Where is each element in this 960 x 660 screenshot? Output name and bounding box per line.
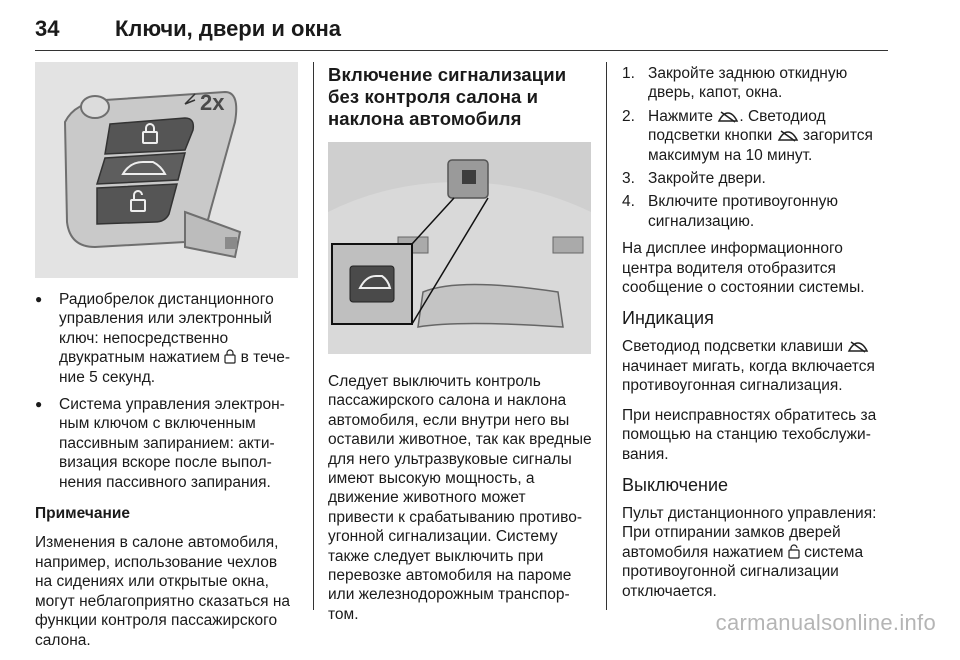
off-heading: Выключение	[622, 474, 729, 495]
step-item: 2. Нажмите . Светодиод подсветки кнопки загорится максимум на 10 минут.	[622, 107, 873, 164]
column-divider-1	[313, 62, 314, 610]
alarm-interior-off-icon	[717, 111, 739, 123]
middle-column	[328, 64, 592, 634]
note-title: Примечание	[35, 505, 130, 523]
steps-list	[622, 64, 890, 231]
bullet-item: ● Радиобрелок дистанционного управления или электронный ключ: непосредственно двукратным нажатием в течение 5 секунд.	[35, 290, 298, 387]
right-column	[622, 64, 890, 611]
left-column	[35, 62, 298, 660]
page-title: Ключи, двери и окна	[115, 16, 341, 41]
section-heading: Включение сигнализации без контроля салона и наклона автомобиля	[328, 64, 567, 129]
service-text: При неисправностях обратитесь за помощью на станцию техобслуживания.	[622, 406, 877, 463]
alarm-interior-off-icon	[777, 130, 799, 142]
step-item: 3. Закройте двери.	[622, 170, 766, 188]
note-text: Изменения в салоне автомобиля, например, использование чехлов на сидениях или открытые окна, могут неблагоприятно сказаться на функции контроля пассажирского салона.	[35, 534, 291, 649]
step-item: 1. Закройте заднюю откидную дверь, капот, окна.	[622, 65, 848, 102]
lock-icon	[224, 349, 236, 364]
step-item: 4. Включите противоугонную сигнализацию.	[622, 193, 838, 230]
indication-text: Светодиод подсветки клавиши начинает мигать, когда включается противоугонная сигнализация.	[622, 338, 875, 395]
watermark: carmanualsonline.info	[715, 610, 936, 635]
alarm-interior-off-icon	[847, 341, 869, 353]
left-bullet-list	[35, 290, 298, 492]
middle-paragraph: Следует выключить контроль пассажирского салона и наклона автомобиля, если внутри него вы оставили животное, так как вредные для него ультразвуковые сигналы имеют высокую мощность, а движение животного может привести к срабатыванию противоугонной сигнализации. Систему также следует выключить при перевозке автомобиля на пароме или железнодорожным транспортом.	[328, 373, 592, 623]
indication-heading: Индикация	[622, 308, 714, 329]
page-number: 34	[35, 16, 60, 41]
key-fob-illustration	[35, 62, 298, 278]
press-count-label: 2x	[200, 90, 225, 115]
unlock-icon	[788, 544, 800, 559]
display-message-text: На дисплее информационного центра водителя отобразится сообщение о состоянии системы.	[622, 240, 865, 297]
bullet-item: ● Система управления электронным ключом с включенным пассивным запиранием: активизация вскоре после выполнения пассивного запирания.	[35, 395, 298, 492]
column-divider-2	[606, 62, 607, 610]
off-text: Пульт дистанционного управления: При отпирании замков дверей автомобиля нажатием система противоугонной сигнализации отключается.	[622, 504, 877, 600]
header-rule	[35, 50, 888, 51]
interior-switch-illustration	[328, 142, 591, 354]
